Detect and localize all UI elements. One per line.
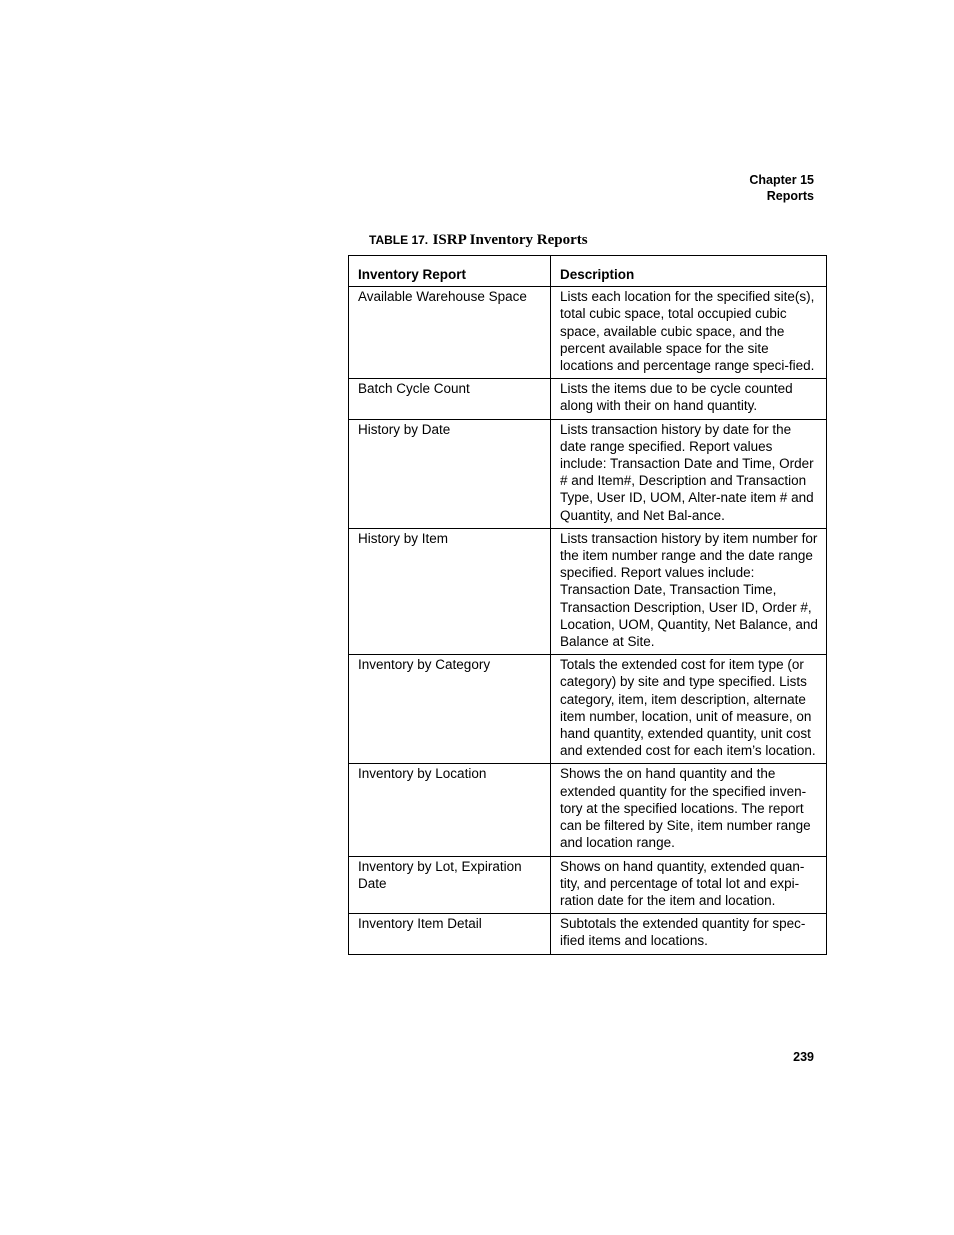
table-row (349, 287, 827, 379)
table-caption (369, 231, 588, 249)
report-name-cell: Inventory Item Detail (349, 914, 551, 954)
chapter-label: Chapter 15 (749, 173, 814, 187)
report-description-cell: Shows on hand quantity, extended quan-tity, and percentage of total lot and expi-ration date for the item and location. (551, 856, 827, 914)
report-name-cell: History by Date (349, 419, 551, 528)
column-header-report: Inventory Report (349, 256, 551, 287)
report-description-cell: Lists the items due to be cycle counted along with their on hand quantity. (551, 379, 827, 419)
running-header (749, 172, 814, 204)
report-name-cell: Batch Cycle Count (349, 379, 551, 419)
report-description-cell: Subtotals the extended quantity for spec-ified items and locations. (551, 914, 827, 954)
section-label: Reports (766, 189, 814, 203)
inventory-reports-table (348, 255, 827, 955)
table-row (349, 419, 827, 528)
table-row (349, 856, 827, 914)
table-row (349, 379, 827, 419)
report-description-cell: Shows the on hand quantity and the extended quantity for the specified inven-tory at the specified locations. The report can be filtered by Site, item number range and location range. (551, 764, 827, 856)
report-description-cell: Totals the extended cost for item type (or category) by site and type specified. Lists category, item, item description, alternate item number, location, unit of measure, on hand quantity, extended quantity, unit cost and extended cost for each item’s location. (551, 655, 827, 764)
report-name-cell: Available Warehouse Space (349, 287, 551, 379)
report-name-cell: History by Item (349, 528, 551, 654)
report-description-cell: Lists transaction history by item number for the item number range and the date range specified. Report values include: Transaction Date, Transaction Time, Transaction Description, User ID, Order #, Location, UOM, Quantity, Net Balance, and Balance at Site. (551, 528, 827, 654)
table-row (349, 528, 827, 654)
table-row (349, 914, 827, 954)
table-row (349, 764, 827, 856)
report-name-cell: Inventory by Lot, Expiration Date (349, 856, 551, 914)
report-name-cell: Inventory by Category (349, 655, 551, 764)
report-description-cell: Lists each location for the specified site(s), total cubic space, total occupied cubic space, available cubic space, and the percent available space for the site locations and percentage range speci-fied. (551, 287, 827, 379)
table-header-row (349, 256, 827, 287)
table-caption-title: ISRP Inventory Reports (432, 232, 588, 248)
table-caption-label: TABLE 17. (369, 233, 429, 247)
table-row (349, 655, 827, 764)
page-number: 239 (793, 1050, 814, 1064)
report-name-cell: Inventory by Location (349, 764, 551, 856)
column-header-description: Description (551, 256, 827, 287)
report-description-cell: Lists transaction history by date for the date range specified. Report values include: Transaction Date and Time, Order # and Item#, Description and Transaction Type, User ID, UOM, Alter-nate item # and Quantity, and Net Bal-ance. (551, 419, 827, 528)
